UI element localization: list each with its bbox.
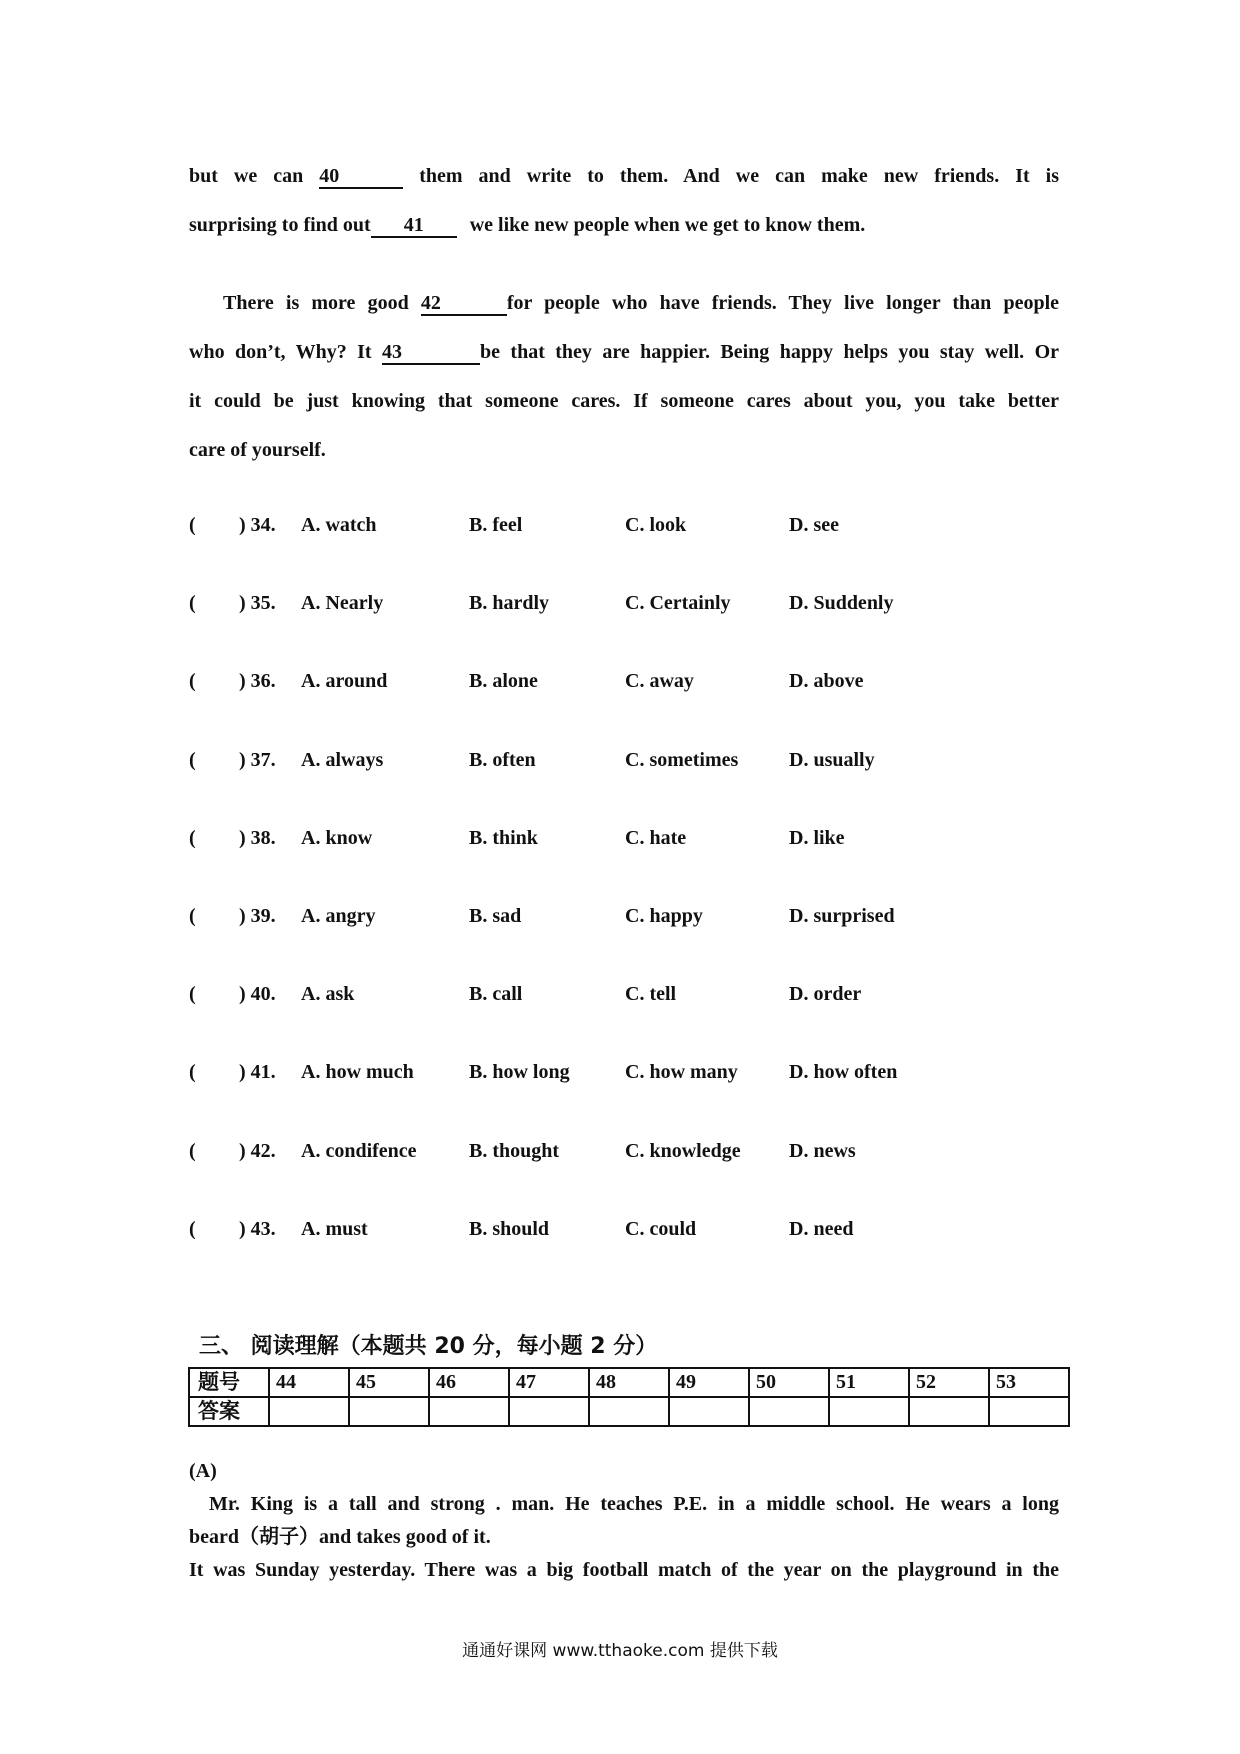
text-fragment: but we can: [189, 165, 304, 187]
option-d: D. above: [789, 670, 864, 693]
option-b: B. feel: [469, 514, 523, 536]
question-row: [189, 1140, 1089, 1170]
option-b: B. often: [469, 748, 536, 771]
option-b: B. thought: [469, 1139, 560, 1162]
table-row: [189, 1368, 1069, 1397]
text-fragment: There is more good: [223, 292, 409, 314]
option-b: B. should: [469, 1217, 550, 1240]
paragraph-line: [189, 279, 1059, 328]
question-number: ) 39.: [239, 905, 276, 927]
option-b: B. hardly: [469, 592, 550, 615]
question-row: [189, 749, 1089, 779]
blank-43: 43: [382, 341, 480, 365]
question-number: ) 41.: [239, 1061, 276, 1084]
table-cell: 44: [269, 1368, 349, 1397]
option-c: C. away: [625, 670, 694, 693]
text-fragment: for people who have friends. They live longer than people: [506, 292, 1060, 314]
paragraph-line: [189, 328, 1059, 377]
option-a: A. must: [301, 1217, 368, 1240]
table-cell: 49: [669, 1368, 749, 1397]
question-number: ) 37.: [239, 748, 276, 771]
answer-cell[interactable]: [349, 1397, 429, 1426]
answer-paren[interactable]: (: [189, 592, 196, 615]
option-d: D. Suddenly: [789, 592, 894, 615]
question-number: ) 35.: [239, 592, 276, 615]
option-b: B. sad: [469, 905, 522, 927]
answer-cell[interactable]: [749, 1397, 829, 1426]
question-row: [189, 827, 1089, 857]
answer-paren[interactable]: (: [189, 826, 196, 849]
blank-40: 40: [319, 165, 403, 189]
option-a: A. watch: [301, 514, 377, 536]
answer-cell[interactable]: [829, 1397, 909, 1426]
option-a: A. around: [301, 670, 388, 693]
answer-paren[interactable]: (: [189, 905, 196, 927]
option-d: D. need: [789, 1217, 854, 1240]
answer-paren[interactable]: (: [189, 514, 196, 536]
question-row: [189, 905, 1089, 935]
paragraph-line: It was Sunday yesterday. There was a big football match of the year on the playground in the: [189, 1559, 1059, 1581]
table-header-cell: 答案: [189, 1397, 269, 1426]
paragraph-line: [189, 201, 1059, 250]
option-d: D. how often: [789, 1061, 898, 1084]
question-row: [189, 983, 1089, 1013]
answer-cell[interactable]: [589, 1397, 669, 1426]
option-a: A. Nearly: [301, 592, 384, 615]
answer-cell[interactable]: [909, 1397, 989, 1426]
paragraph-line: Mr. King is a tall and strong . man. He teaches P.E. in a middle school. He wears a long: [209, 1493, 1059, 1515]
question-row: [189, 514, 1089, 544]
question-number: ) 40.: [239, 983, 276, 1006]
question-row: [189, 592, 1089, 622]
question-row: [189, 1061, 1089, 1091]
table-cell: 50: [749, 1368, 829, 1397]
text-fragment: we like new people when we get to know them.: [469, 214, 866, 236]
answer-cell[interactable]: [669, 1397, 749, 1426]
option-b: B. alone: [469, 670, 538, 693]
option-c: C. sometimes: [625, 748, 739, 771]
option-d: D. see: [789, 514, 839, 536]
option-a: A. how much: [301, 1061, 414, 1084]
option-b: B. think: [469, 826, 538, 849]
reading-passage-a: [189, 1455, 1059, 1587]
text-fragment: surprising to find out: [189, 214, 371, 236]
option-c: C. Certainly: [625, 592, 731, 615]
option-c: C. look: [625, 514, 687, 536]
option-c: C. knowledge: [625, 1139, 741, 1162]
table-row: [189, 1397, 1069, 1426]
question-number: ) 38.: [239, 826, 276, 849]
paragraph-line: beard（胡子）and takes good of it.: [189, 1526, 491, 1548]
table-cell: 48: [589, 1368, 669, 1397]
option-a: A. know: [301, 826, 373, 849]
passage-label: (A): [189, 1460, 217, 1482]
table-cell: 53: [989, 1368, 1069, 1397]
paragraph-line: care of yourself.: [189, 439, 326, 461]
question-row: [189, 1218, 1089, 1248]
paragraph-line: [189, 152, 1059, 201]
page-footer: 通通好课网 www.tthaoke.com 提供下载: [462, 1641, 778, 1661]
option-c: C. could: [625, 1217, 697, 1240]
passage-paragraph-2: [189, 279, 1059, 475]
option-b: B. how long: [469, 1061, 570, 1084]
option-c: C. tell: [625, 983, 677, 1006]
table-cell: 45: [349, 1368, 429, 1397]
option-d: D. news: [789, 1139, 856, 1162]
table-cell: 52: [909, 1368, 989, 1397]
paragraph-line: it could be just knowing that someone cares. If someone cares about you, you take better: [189, 390, 1059, 412]
answer-paren[interactable]: (: [189, 1217, 196, 1240]
option-d: D. order: [789, 983, 862, 1006]
question-number: ) 43.: [239, 1217, 276, 1240]
answer-table: [188, 1367, 1070, 1427]
option-a: A. condifence: [301, 1139, 417, 1162]
question-number: ) 36.: [239, 670, 276, 693]
answer-paren[interactable]: (: [189, 670, 196, 693]
passage-paragraph-1: [189, 152, 1059, 250]
question-row: [189, 670, 1089, 700]
answer-cell[interactable]: [429, 1397, 509, 1426]
option-a: A. ask: [301, 983, 355, 1006]
section-title: 三、 阅读理解（本题共 20 分，每小题 2 分）: [199, 1334, 658, 1359]
option-c: C. hate: [625, 826, 687, 849]
text-fragment: them and write to them. And we can make new friends. It is: [419, 165, 1059, 187]
answer-paren[interactable]: (: [189, 1139, 196, 1162]
question-number: ) 42.: [239, 1139, 276, 1162]
blank-42: 42: [421, 292, 507, 316]
answer-cell[interactable]: [989, 1397, 1069, 1426]
answer-cell[interactable]: [269, 1397, 349, 1426]
text-fragment: who don’t, Why? It: [189, 341, 372, 363]
answer-cell[interactable]: [509, 1397, 589, 1426]
option-d: D. usually: [789, 748, 875, 771]
text-fragment: be that they are happier. Being happy helps you stay well. Or: [480, 341, 1060, 363]
table-cell: 46: [429, 1368, 509, 1397]
table-cell: 51: [829, 1368, 909, 1397]
option-c: C. happy: [625, 905, 703, 927]
option-b: B. call: [469, 983, 523, 1006]
option-c: C. how many: [625, 1061, 738, 1084]
answer-paren[interactable]: (: [189, 1061, 196, 1084]
question-number: ) 34.: [239, 514, 276, 536]
option-a: A. always: [301, 748, 384, 771]
option-d: D. surprised: [789, 905, 895, 927]
option-a: A. angry: [301, 905, 376, 927]
blank-41: 41: [371, 214, 457, 238]
answer-paren[interactable]: (: [189, 748, 196, 771]
table-header-cell: 题号: [189, 1368, 269, 1397]
answer-paren[interactable]: (: [189, 983, 196, 1006]
table-cell: 47: [509, 1368, 589, 1397]
option-d: D. like: [789, 826, 845, 849]
